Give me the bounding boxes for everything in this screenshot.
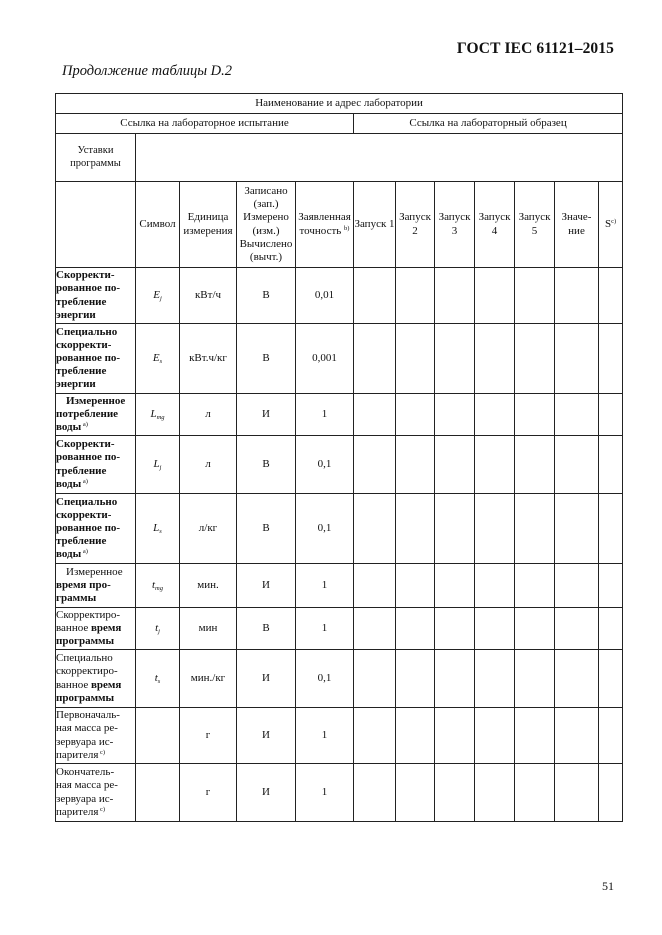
run-5-cell	[515, 436, 555, 494]
run-3-cell	[435, 650, 475, 708]
run-2-cell	[396, 650, 435, 708]
run-5-cell	[515, 608, 555, 650]
program-settings-empty	[136, 134, 623, 182]
symbol-letter: t	[155, 621, 159, 634]
unit-cell: мин	[180, 608, 237, 650]
symbol-subscript: mg	[155, 584, 163, 592]
symbol-subscript: j	[159, 463, 162, 471]
symbol-letter: t	[151, 578, 156, 591]
s-cell	[599, 564, 623, 608]
s-cell	[599, 494, 623, 564]
run-4-cell	[475, 436, 515, 494]
value-cell	[555, 764, 599, 822]
recorded-cell: В	[237, 608, 296, 650]
value-cell	[555, 494, 599, 564]
parameter-name-line: требление	[56, 464, 107, 477]
run-5-cell	[515, 268, 555, 324]
run-5-cell	[515, 708, 555, 764]
table-row	[56, 394, 623, 436]
header-empty-cell	[56, 182, 136, 268]
parameter-name-line: скорректиро-	[56, 665, 118, 678]
column-header-recorded: Записано (зап.) Измерено (изм.) Вычислено (вычт.)	[237, 182, 296, 268]
parameter-name-line: требление	[56, 535, 107, 548]
symbol-subscript: mg	[156, 413, 165, 421]
run-2-cell	[396, 494, 435, 564]
value-cell	[555, 608, 599, 650]
table-continuation-caption: Продолжение таблицы D.2	[62, 63, 233, 79]
run-1-cell	[354, 708, 396, 764]
parameter-name-line: граммы	[56, 592, 97, 605]
lab-sample-reference-header: Ссылка на лабораторный образец	[354, 114, 623, 134]
declared-accuracy-cell: 0,1	[296, 494, 354, 564]
bold-word: время	[90, 678, 122, 691]
symbol-subscript: s	[157, 677, 161, 685]
table-row	[56, 436, 623, 494]
table-row	[56, 708, 623, 764]
run-5-cell	[515, 324, 555, 394]
symbol-letter: t	[154, 671, 158, 684]
run-3-cell	[435, 708, 475, 764]
run-5-cell	[515, 494, 555, 564]
lab-test-reference-header: Ссылка на лабораторное испытание	[56, 114, 354, 134]
table-row	[56, 564, 623, 608]
run-1-cell	[354, 564, 396, 608]
parameter-name-cell	[56, 650, 136, 708]
run-2-cell	[396, 564, 435, 608]
parameter-name-line: рованное по-	[56, 451, 121, 464]
parameter-name-cell	[56, 564, 136, 608]
symbol-cell	[136, 764, 180, 822]
s-footnote: c)	[611, 217, 617, 225]
declared-accuracy-cell: 0,1	[296, 650, 354, 708]
s-cell	[599, 708, 623, 764]
run-1-cell	[354, 608, 396, 650]
s-cell	[599, 324, 623, 394]
run-4-cell	[475, 394, 515, 436]
program-settings-header: Уставки программы	[56, 134, 136, 182]
table-body	[56, 268, 623, 822]
symbol-subscript: s	[159, 527, 162, 535]
value-cell	[555, 708, 599, 764]
recorded-cell: И	[237, 764, 296, 822]
declared-accuracy-cell: 1	[296, 764, 354, 822]
run-5-cell	[515, 764, 555, 822]
run-1-cell	[354, 268, 396, 324]
value-cell	[555, 268, 599, 324]
column-header-value: Значе-ние	[555, 182, 599, 268]
s-cell	[599, 650, 623, 708]
unit-cell: г	[180, 708, 237, 764]
symbol-cell	[136, 394, 180, 436]
parameter-name-line: ванное время	[56, 678, 122, 691]
recorded-cell: И	[237, 708, 296, 764]
run-2-cell	[396, 764, 435, 822]
run-1-cell	[354, 650, 396, 708]
symbol-letter: L	[153, 521, 160, 534]
parameter-name-line: парителя	[56, 805, 99, 818]
symbol-letter: L	[153, 457, 160, 470]
value-cell	[555, 564, 599, 608]
parameter-name-line: Измеренное	[66, 565, 123, 578]
recorded-cell: И	[237, 564, 296, 608]
run-1-cell	[354, 494, 396, 564]
run-3-cell	[435, 564, 475, 608]
run-2-cell	[396, 708, 435, 764]
parameter-footnote: a)	[81, 421, 88, 429]
parameter-name-line: требление	[56, 365, 107, 378]
parameter-name-line: рованное по-	[56, 282, 121, 295]
unit-cell: кВт.ч/кг	[180, 324, 237, 394]
symbol-letter: E	[153, 288, 160, 301]
declared-accuracy-cell: 1	[296, 394, 354, 436]
parameter-footnote: c)	[98, 748, 106, 756]
run-2-cell	[396, 608, 435, 650]
run-5-cell	[515, 394, 555, 436]
parameter-name-line: воды	[56, 477, 82, 490]
parameter-name-line: программы	[56, 691, 115, 704]
symbol-cell	[136, 650, 180, 708]
run-4-cell	[475, 650, 515, 708]
parameter-footnote: a)	[81, 548, 88, 556]
parameter-name-cell	[56, 608, 136, 650]
parameter-name-line: требление	[56, 295, 107, 308]
recorded-cell: И	[237, 650, 296, 708]
parameter-name-line: ванное время	[56, 621, 122, 634]
run-1-cell	[354, 394, 396, 436]
parameter-name-cell	[56, 324, 136, 394]
run-3-cell	[435, 436, 475, 494]
s-cell	[599, 436, 623, 494]
symbol-cell	[136, 436, 180, 494]
declared-accuracy-cell: 0,1	[296, 436, 354, 494]
run-4-cell	[475, 494, 515, 564]
parameter-name-line: скорректи-	[56, 508, 112, 521]
unit-cell: л/кг	[180, 494, 237, 564]
bold-word: время	[90, 621, 122, 634]
symbol-letter: L	[150, 407, 157, 420]
column-header-run-5: Запуск 5	[515, 182, 555, 268]
parameter-name-line: зервуара ис-	[56, 735, 114, 748]
parameter-name-cell	[56, 764, 136, 822]
run-2-cell	[396, 324, 435, 394]
symbol-cell	[136, 708, 180, 764]
parameter-name-line: скорректи-	[56, 338, 112, 351]
table-row	[56, 764, 623, 822]
column-header-run-4: Запуск 4	[475, 182, 515, 268]
table-row	[56, 494, 623, 564]
recorded-cell: В	[237, 436, 296, 494]
parameter-name-line: Измеренное	[66, 394, 126, 407]
lab-name-header: Наименование и адрес лаборатории	[56, 94, 623, 114]
parameter-name-line: парителя	[56, 748, 99, 761]
parameter-footnote: c)	[98, 805, 106, 813]
symbol-subscript: s	[159, 357, 163, 365]
column-header-unit: Единица измерения	[180, 182, 237, 268]
run-1-cell	[354, 436, 396, 494]
parameter-name-line: воды	[56, 548, 82, 561]
parameter-name-cell	[56, 394, 136, 436]
parameter-name-cell	[56, 708, 136, 764]
parameter-name-line: рованное по-	[56, 351, 121, 364]
run-4-cell	[475, 268, 515, 324]
recorded-cell: И	[237, 394, 296, 436]
table-row	[56, 268, 623, 324]
recorded-cell: В	[237, 324, 296, 394]
symbol-cell	[136, 268, 180, 324]
unit-cell: г	[180, 764, 237, 822]
run-2-cell	[396, 436, 435, 494]
run-2-cell	[396, 268, 435, 324]
column-header-symbol: Символ	[136, 182, 180, 268]
run-3-cell	[435, 268, 475, 324]
lab-results-table	[55, 93, 623, 822]
column-header-run-2: Запуск 2	[396, 182, 435, 268]
value-cell	[555, 324, 599, 394]
declared-accuracy-cell: 1	[296, 564, 354, 608]
table-row	[56, 324, 623, 394]
parameter-name-line: время про-	[56, 578, 111, 591]
parameter-name-line: потребление	[56, 407, 119, 420]
run-4-cell	[475, 708, 515, 764]
s-cell	[599, 268, 623, 324]
symbol-subscript: j	[159, 294, 162, 302]
parameter-name-line: ная масса ре-	[56, 722, 118, 735]
s-label: S	[604, 217, 612, 230]
run-5-cell	[515, 650, 555, 708]
parameter-name-line: Специально	[56, 325, 118, 338]
run-3-cell	[435, 764, 475, 822]
run-4-cell	[475, 324, 515, 394]
declared-accuracy-footnote: b)	[344, 224, 350, 232]
run-3-cell	[435, 324, 475, 394]
column-header-s	[599, 182, 623, 268]
column-headers-row	[56, 182, 623, 268]
parameter-name-line: ная масса ре-	[56, 779, 118, 792]
declared-accuracy-cell: 1	[296, 608, 354, 650]
parameter-name-line: Скорректи-	[56, 438, 115, 451]
symbol-subscript: j	[158, 627, 160, 635]
table-row	[56, 650, 623, 708]
parameter-name-line: Окончатель-	[56, 766, 115, 779]
parameter-name-line: энергии	[56, 308, 96, 321]
parameter-name-line: программы	[56, 635, 115, 648]
run-3-cell	[435, 494, 475, 564]
s-cell	[599, 608, 623, 650]
column-header-run-3: Запуск 3	[435, 182, 475, 268]
run-2-cell	[396, 394, 435, 436]
symbol-cell	[136, 608, 180, 650]
parameter-name-line: Первоначаль-	[56, 709, 120, 722]
column-header-run-1: Запуск 1	[354, 182, 396, 268]
run-3-cell	[435, 608, 475, 650]
s-cell	[599, 764, 623, 822]
unit-cell: кВт/ч	[180, 268, 237, 324]
declared-accuracy-cell: 1	[296, 708, 354, 764]
declared-accuracy-label: Заявленная точность	[298, 211, 351, 237]
unit-cell: мин.	[180, 564, 237, 608]
standard-designation: ГОСТ IEC 61121–2015	[456, 40, 614, 57]
s-cell	[599, 394, 623, 436]
parameter-name-line: Скорректиро-	[56, 608, 121, 621]
parameter-name-line: Специально	[56, 652, 113, 665]
column-header-declared-accuracy	[296, 182, 354, 268]
run-3-cell	[435, 394, 475, 436]
run-4-cell	[475, 764, 515, 822]
parameter-name-line: воды	[56, 421, 82, 434]
run-5-cell	[515, 564, 555, 608]
symbol-cell	[136, 494, 180, 564]
parameter-footnote: a)	[81, 477, 88, 485]
value-cell	[555, 650, 599, 708]
run-1-cell	[354, 324, 396, 394]
recorded-cell: В	[237, 494, 296, 564]
run-1-cell	[354, 764, 396, 822]
unit-cell: л	[180, 394, 237, 436]
parameter-name-cell	[56, 494, 136, 564]
symbol-cell	[136, 324, 180, 394]
value-cell	[555, 436, 599, 494]
unit-cell: л	[180, 436, 237, 494]
recorded-cell: В	[237, 268, 296, 324]
parameter-name-line: Специально	[56, 495, 118, 508]
unit-cell: мин./кг	[180, 650, 237, 708]
page-number: 51	[602, 879, 614, 893]
table-row	[56, 608, 623, 650]
run-4-cell	[475, 608, 515, 650]
run-4-cell	[475, 564, 515, 608]
symbol-letter: E	[152, 351, 160, 364]
parameter-name-line: энергии	[56, 378, 96, 391]
parameter-name-cell	[56, 268, 136, 324]
parameter-name-line: зервуара ис-	[56, 792, 114, 805]
declared-accuracy-cell: 0,001	[296, 324, 354, 394]
parameter-name-line: Скорректи-	[56, 269, 115, 282]
parameter-name-line: рованное по-	[56, 521, 121, 534]
parameter-name-cell	[56, 436, 136, 494]
declared-accuracy-cell: 0,01	[296, 268, 354, 324]
value-cell	[555, 394, 599, 436]
symbol-cell	[136, 564, 180, 608]
